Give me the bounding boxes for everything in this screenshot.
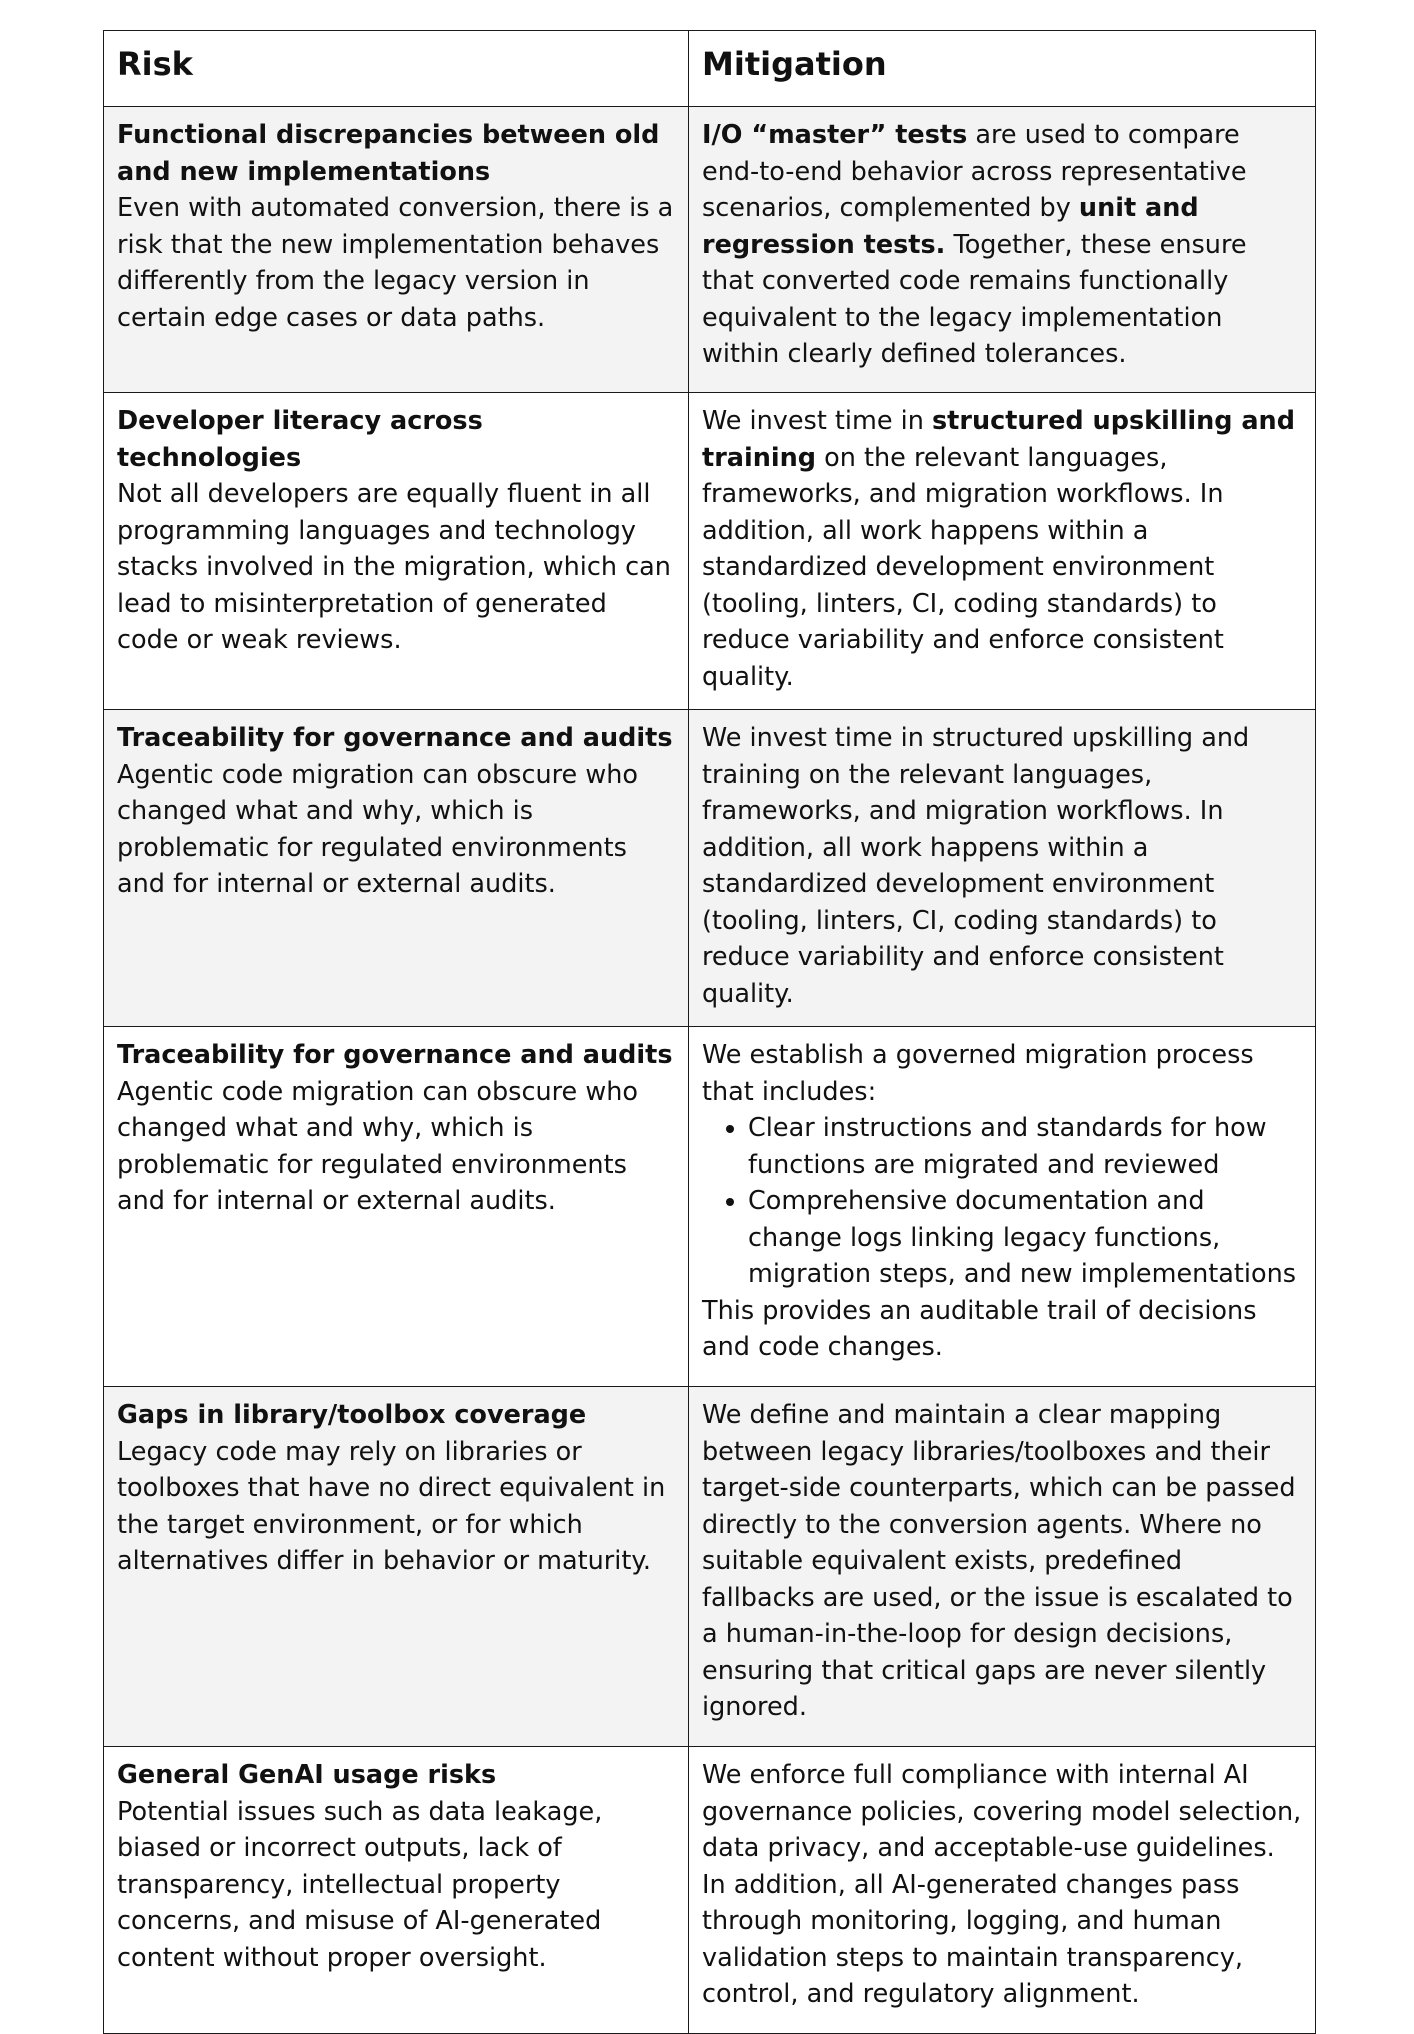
risk-cell (104, 393, 689, 710)
risk-description: Not all developers are equally fluent in all programming languages and technology stacks involved in the migration, which can lead to misinterpretation of generated code or weak reviews. (117, 479, 671, 655)
table-header-row (104, 31, 1316, 107)
header-risk: Risk (104, 31, 689, 107)
risk-cell (104, 710, 689, 1027)
mitigation-bold-text: structured upskilling and training (702, 406, 1295, 473)
risk-title: Functional discrepancies between old and new implementations (117, 120, 660, 187)
mitigation-cell (689, 1747, 1316, 2034)
risk-description: Potential issues such as data leakage, biased or incorrect outputs, lack of transparency, intellectual property concerns, and misuse of AI-generated content without proper oversight. (117, 1796, 603, 1973)
header-mitigation: Mitigation (689, 31, 1316, 107)
risk-description: Agentic code migration can obscure who changed what and why, which is problematic for regulated environments and for internal or external audits. (117, 1076, 638, 1216)
risk-title: General GenAI usage risks (117, 1760, 497, 1790)
mitigation-text: We invest time in (702, 406, 932, 436)
risk-title: Gaps in library/toolbox coverage (117, 1400, 587, 1430)
mitigation-cell (689, 710, 1316, 1027)
mitigation-text: are used to compare end-to-end behavior across representative scenarios, complemented by (702, 120, 1247, 223)
mitigation-cell (689, 393, 1316, 710)
mitigation-outro: This provides an auditable trail of decisions and code changes. (702, 1295, 1257, 1362)
risk-mitigation-table (103, 30, 1316, 2034)
mitigation-bold-text: I/O “master” tests (702, 120, 968, 150)
list-item: • Comprehensive documentation and change logs linking legacy functions, migration steps, and new implementations (748, 1183, 1302, 1293)
mitigation-text: We invest time in structured upskilling and training on the relevant languages, frameworks, and migration workflows. In addition, all work happens within a standardized development environment (tooling, linters, CI, coding standards) to reduce variability and enforce consistent quality. (702, 723, 1250, 1009)
risk-cell (104, 1387, 689, 1747)
table-row (104, 1747, 1316, 2034)
risk-cell (104, 107, 689, 393)
risk-description: Agentic code migration can obscure who changed what and why, which is problematic for regulated environments and for internal or external audits. (117, 759, 638, 899)
mitigation-intro: We establish a governed migration process that includes: (702, 1040, 1254, 1107)
risk-description: Even with automated conversion, there is a risk that the new implementation behaves differently from the legacy version in certain edge cases or data paths. (117, 193, 674, 333)
table-row (104, 1027, 1316, 1387)
mitigation-text: We enforce full compliance with internal AI governance policies, covering model selection, data privacy, and acceptable-use guidelines. In addition, all AI-generated changes pass through monitoring, logging, and human validation steps to maintain transparency, control, and regulatory alignment. (702, 1760, 1302, 2009)
risk-description: Legacy code may rely on libraries or toolboxes that have no direct equivalent in the target environment, or for which alternatives differ in behavior or maturity. (117, 1436, 666, 1576)
mitigation-cell (689, 1387, 1316, 1747)
mitigation-text: on the relevant languages, frameworks, and migration workflows. In addition, all work happens within a standardized development environment (tooling, linters, CI, coding standards) to reduce variability and enforce consistent quality. (702, 442, 1224, 692)
mitigation-text: Together, these ensure that converted code remains functionally equivalent to the legacy implementation within clearly defined tolerances. (702, 229, 1247, 369)
mitigation-bullet-list (702, 1110, 1302, 1293)
risk-cell (104, 1747, 689, 2034)
risk-title: Developer literacy across technologies (117, 406, 483, 473)
table-row (104, 107, 1316, 393)
mitigation-bold-text: unit and regression tests. (702, 193, 1199, 260)
table-row (104, 1387, 1316, 1747)
table-row (104, 710, 1316, 1027)
risk-title: Traceability for governance and audits (117, 1040, 673, 1070)
risk-cell (104, 1027, 689, 1387)
mitigation-text: We define and maintain a clear mapping between legacy libraries/toolboxes and their target-side counterparts, which can be passed directly to the conversion agents. Where no suitable equivalent exists, predefined fallbacks are used, or the issue is escalated to a human-in-the-loop for design decisions, ensuring that critical gaps are never silently ignored. (702, 1400, 1296, 1722)
list-item: • Clear instructions and standards for how functions are migrated and reviewed (748, 1110, 1302, 1183)
risk-title: Traceability for governance and audits (117, 723, 673, 753)
mitigation-cell (689, 1027, 1316, 1387)
table-row (104, 393, 1316, 710)
mitigation-cell (689, 107, 1316, 393)
